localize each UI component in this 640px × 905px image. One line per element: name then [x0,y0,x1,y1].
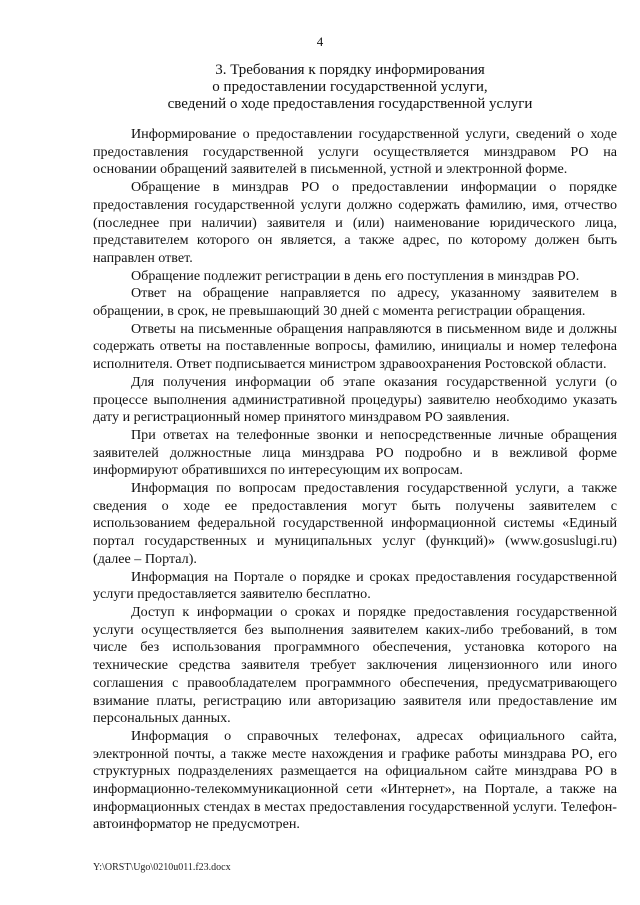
paragraph: Обращение подлежит регистрации в день его поступления в минздрав РО. [131,267,580,284]
document-body [93,126,617,834]
page-number: 4 [316,34,324,49]
paragraph: Ответы на письменные обращения направляются в письменном виде и должны содержать ответы на поставленные вопросы, фамилию, инициалы и номер телефона исполнителя. Ответ подписывается министром здравоохранения Ростовской области. [93,320,617,373]
heading-line-3: сведений о ходе предоставления государственной услуги [167,96,533,112]
paragraph: Доступ к информации о сроках и порядке предоставления государственной услуги осуществляется без выполнения заявителем каких-либо требований, в том числе без использования программного обеспечения, установка которого на технические средства заявителя требует заключения лицензионного или иного соглашения с правообладателем программного обеспечения, предусматривающего взимание платы, регистрацию или авторизацию заявителя или предоставление им персональных данных. [93,603,617,727]
paragraph: Ответ на обращение направляется по адресу, указанному заявителем в обращении, в срок, не превышающий 30 дней с момента регистрации обращения. [93,285,617,320]
section-heading [40,62,640,113]
paragraph: Информация по вопросам предоставления государственной услуги, а также сведения о ходе ее предоставления могут быть получены заявителем с использованием федеральной государственной информационной системы «Единый портал государственных и муниципальных услуг (функций)» (www.gosuslugi.ru) (далее – Портал). [93,480,617,567]
heading-line-2: о предоставлении государственной услуги, [212,79,488,95]
paragraph: Обращение в минздрав РО о предоставлении информации о порядке предоставления государственной услуги должно содержать фамилию, имя, отчество (последнее при наличии) заявителя и (или) наименование юридического лица, представителем которого он является, а также адрес, по которому должен быть направлен ответ. [93,179,617,266]
paragraph: Информация о справочных телефонах, адресах официального сайта, электронной почты, а также месте нахождения и графике работы минздрава РО, его структурных подразделениях размещается на официальном сайте минздрава РО в информационно-телекоммуникационной сети «Интернет», на Портале, а также на информационных стендах в местах предоставления государственной услуги. Телефон-автоинформатор не предусмотрен. [93,727,617,833]
paragraph: Информация на Портале о порядке и сроках предоставления государственной услуги предоставляется заявителю бесплатно. [93,568,617,603]
paragraph: При ответах на телефонные звонки и непосредственные личные обращения заявителей должностные лица минздрава РО подробно и в вежливой форме информируют обратившихся по интересующим их вопросам. [93,426,617,479]
paragraph: Информирование о предоставлении государственной услуги, сведений о ходе предоставления государственной услуги осуществляется минздравом РО на основании обращений заявителей в письменной, устной и электронной форме. [93,126,617,178]
heading-line-1: 3. Требования к порядку информирования [215,62,485,78]
paragraph: Для получения информации об этапе оказания государственной услуги (о процессе выполнения административной процедуры) заявителю необходимо указать дату и регистрационный номер принятого минздравом РО заявления. [93,373,617,426]
footer-file-path: Y:\ORST\Ugo\0210u011.f23.docx [93,862,231,873]
